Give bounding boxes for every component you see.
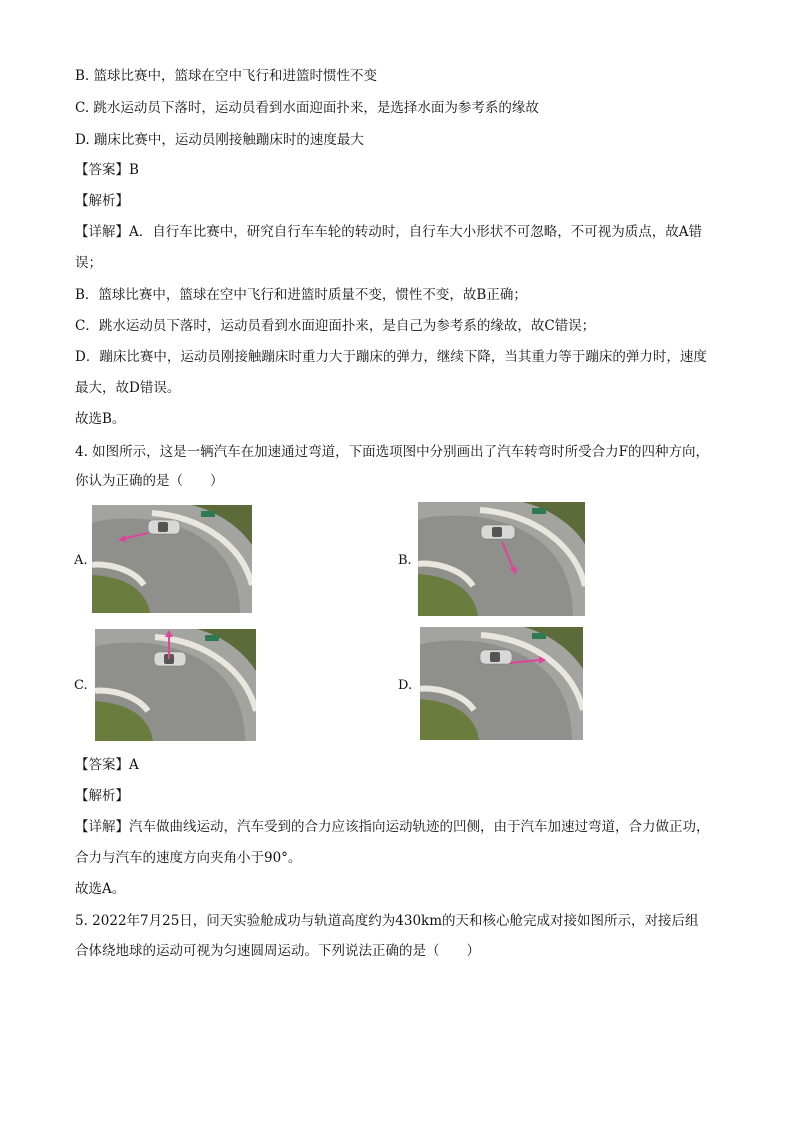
analysis-label: 【解析】 xyxy=(75,193,129,209)
option-d-label: D. xyxy=(398,678,413,693)
option-b-image xyxy=(418,502,585,616)
explanation-line: 【详解】汽车做曲线运动，汽车受到的合力应该指向运动轨迹的凹侧，由于汽车加速过弯道，合力做正功， xyxy=(75,819,710,835)
answer-label: 【答案】B xyxy=(75,162,139,178)
explanation-line: 最大，故D错误。 xyxy=(75,380,181,396)
explanation-line: B．篮球比赛中，篮球在空中飞行和进篮时质量不变，惯性不变，故B正确； xyxy=(75,287,527,303)
question-4-stem: 你认为正确的是（ ） xyxy=(75,473,224,489)
explanation-line: 【详解】A．自行车比赛中，研究自行车车轮的转动时，自行车大小形状不可忽略，不可视为质点，故A错 xyxy=(75,224,702,240)
option-a-label: A. xyxy=(74,553,88,568)
question-5-stem: 5. 2022年7月25日，问天实验舱成功与轨道高度约为430km的天和核心舱完成对接如图所示，对接后组 xyxy=(75,913,699,929)
option-c-image xyxy=(95,629,256,741)
option-b-label: B. xyxy=(398,553,412,568)
option-c-text: C. 跳水运动员下落时，运动员看到水面迎面扑来，是选择水面为参考系的缘故 xyxy=(75,100,539,116)
conclusion-line: 故选B。 xyxy=(75,411,126,427)
explanation-line: 合力与汽车的速度方向夹角小于90°。 xyxy=(75,850,302,866)
question-5-stem: 合体绕地球的运动可视为匀速圆周运动。下列说法正确的是（ ） xyxy=(75,943,480,959)
option-c-label: C. xyxy=(74,678,88,693)
conclusion-line: 故选A。 xyxy=(75,881,126,897)
option-a-image xyxy=(92,505,252,613)
question-4-stem: 4. 如图所示，这是一辆汽车在加速通过弯道，下面选项图中分别画出了汽车转弯时所受合力F的四种方向， xyxy=(75,444,710,460)
option-d-text: D. 蹦床比赛中，运动员刚接触蹦床时的速度最大 xyxy=(75,132,364,148)
option-d-image xyxy=(420,627,583,740)
explanation-line: C．跳水运动员下落时，运动员看到水面迎面扑来，是自己为参考系的缘故，故C错误； xyxy=(75,318,596,334)
option-b-text: B. 篮球比赛中，篮球在空中飞行和进篮时惯性不变 xyxy=(75,68,378,84)
explanation-line: D．蹦床比赛中，运动员刚接触蹦床时重力大于蹦床的弹力，继续下降，当其重力等于蹦床的弹力时，速度 xyxy=(75,349,707,365)
explanation-line: 误； xyxy=(75,255,102,271)
answer-label: 【答案】A xyxy=(75,757,139,773)
analysis-label: 【解析】 xyxy=(75,788,129,804)
